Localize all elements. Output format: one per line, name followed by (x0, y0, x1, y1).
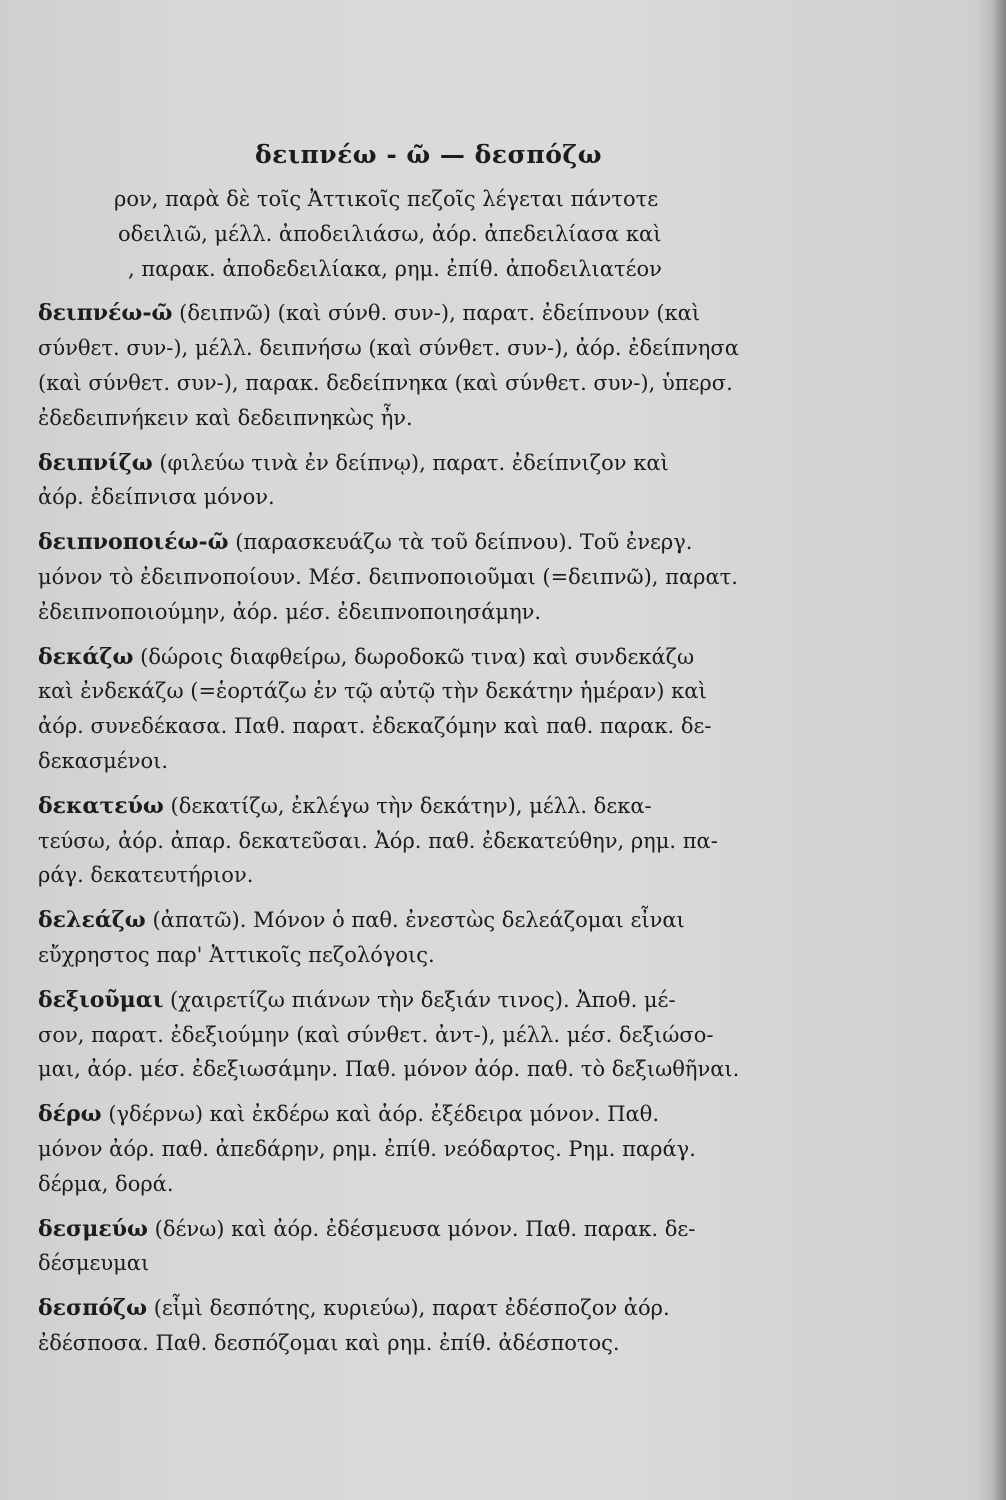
text-line (38, 1326, 778, 1361)
text-line (38, 1052, 778, 1087)
entry-line (38, 1097, 778, 1132)
running-header: δειπνέω - ῶ — δεσπόζω (255, 140, 602, 169)
text-line (38, 480, 778, 515)
line-text: ἐδειπνοποιούμην, ἀόρ. μέσ. ἐδειπνοποιησάμην. (38, 599, 542, 624)
line-text: (δένω) καὶ ἀόρ. ἐδέσμευσα μόνον. Παθ. παρακ. δε- (147, 1216, 696, 1241)
line-text: δέρμα, δορά. (38, 1171, 174, 1196)
entry-line (38, 525, 778, 560)
line-text: τεύσω, ἀόρ. ἀπαρ. δεκατεῦσαι. Ἀόρ. παθ. ἐδεκατεύθην, ρημ. πα- (38, 828, 718, 853)
headword: δεκάζω (38, 643, 134, 670)
text-line (38, 674, 778, 709)
line-text: ρον, παρὰ δὲ τοῖς Ἀττικοῖς πεζοῖς λέγεται πάντοτε (114, 187, 659, 211)
line-text: μόνον ἀόρ. παθ. ἀπεδάρην, ρημ. ἐπίθ. νεόδαρτος. Ρημ. παράγ. (38, 1136, 696, 1161)
dictionary-text (38, 182, 778, 1361)
line-text: (καὶ σύνθετ. συν-), παρακ. δεδείπνηκα (καὶ σύνθετ. συν-), ὑπερσ. (38, 370, 733, 395)
line-text: μόνον τὸ ἐδειπνοποίουν. Μέσ. δειπνοποιοῦμαι (=δειπνῶ), παρατ. (38, 564, 738, 589)
line-text: δέσμευμαι (38, 1251, 150, 1276)
text-line (38, 824, 778, 859)
headword: δέρω (38, 1101, 102, 1128)
entry-line (38, 446, 778, 481)
line-text: ἐδεδειπνήκειν καὶ δεδειπνηκὼς ἦν. (38, 405, 413, 430)
text-line (38, 709, 778, 744)
page-edge-shadow (992, 0, 1006, 1500)
line-text: (ἀπατῶ). Μόνον ὁ παθ. ἐνεστὼς δελεάζομαι εἶναι (145, 908, 685, 933)
text-line (38, 252, 778, 287)
text-line (38, 366, 778, 401)
line-text: ἀόρ. ἐδείπνισα μόνον. (38, 485, 275, 510)
line-text: (χαιρετίζω πιάνων τὴν δεξιάν τινος). Ἀποθ. μέ- (163, 987, 676, 1012)
line-text: (δειπνῶ) (καὶ σύνθ. συν-), παρατ. ἐδείπνουν (καὶ (172, 301, 701, 326)
line-text: ἐδέσποσα. Παθ. δεσπόζομαι καὶ ρημ. ἐπίθ. ἀδέσποτος. (38, 1330, 620, 1355)
headword: δεσμεύω (38, 1215, 148, 1242)
line-text: ἀόρ. συνεδέκασα. Παθ. παρατ. ἐδεκαζόμην καὶ παθ. παρακ. δε- (38, 714, 712, 739)
text-line (38, 217, 778, 252)
headword: δεκατεύω (38, 792, 164, 819)
headword: δεξιοῦμαι (38, 986, 164, 1013)
line-text: (δώροις διαφθείρω, δωροδοκῶ τινα) καὶ συνδεκάζω (133, 644, 695, 669)
line-text: , παρακ. ἀποδεδειλίακα, ρημ. ἐπίθ. ἀποδειλιατέον (128, 256, 662, 281)
line-text: (παρασκευάζω τὰ τοῦ δείπνου). Τοῦ ἐνεργ. (228, 530, 693, 555)
line-text: εὔχρηστος παρ' Ἀττικοῖς πεζολόγοις. (38, 942, 435, 967)
line-text: οδειλιῶ, μέλλ. ἀποδειλιάσω, ἀόρ. ἀπεδειλίασα καὶ (118, 221, 662, 246)
text-line (38, 1132, 778, 1167)
line-text: (εἶμὶ δεσπότης, κυριεύω), παρατ ἐδέσποζον ἀόρ. (147, 1296, 670, 1321)
text-line (38, 401, 778, 436)
line-text: μαι, ἀόρ. μέσ. ἐδεξιωσάμην. Παθ. μόνον ἀόρ. παθ. τὸ δεξιωθῆναι. (38, 1057, 740, 1082)
line-text: (φιλεύω τινὰ ἐν δείπνῳ), παρατ. ἐδείπνιζον καὶ (152, 450, 669, 475)
entry-line (38, 1212, 778, 1247)
text-line (38, 595, 778, 630)
entry-line (38, 296, 778, 331)
line-text: ράγ. δεκατευτήριον. (38, 863, 254, 888)
text-line (38, 1018, 778, 1053)
text-line (38, 331, 778, 366)
headword: δειπνίζω (38, 449, 153, 476)
headword: δεσπόζω (38, 1295, 148, 1322)
headword: δειπνέω-ῶ (38, 300, 173, 327)
line-text: (γδέρνω) καὶ ἐκδέρω καὶ ἀόρ. ἐξέδειρα μόνον. Παθ. (101, 1102, 660, 1127)
text-line (38, 182, 778, 217)
line-text: σύνθετ. συν-), μέλλ. δειπνήσω (καὶ σύνθετ. συν-), ἀόρ. ἐδείπνησα (38, 336, 739, 361)
line-text: καὶ ἐνδεκάζω (=ἑορτάζω ἐν τῷ αὐτῷ τὴν δεκάτην ἡμέραν) καὶ (38, 679, 707, 704)
headword: δειπνοποιέω-ῶ (38, 529, 229, 556)
entry-line (38, 903, 778, 938)
entry-line (38, 983, 778, 1018)
text-line (38, 938, 778, 973)
line-text: (δεκατίζω, ἐκλέγω τὴν δεκάτην), μέλλ. δεκα- (163, 793, 652, 818)
entry-line (38, 1291, 778, 1326)
entry-line (38, 640, 778, 675)
text-line (38, 1167, 778, 1202)
line-text: σον, παρατ. ἐδεξιούμην (καὶ σύνθετ. ἀντ-), μέλλ. μέσ. δεξιώσο- (38, 1022, 714, 1047)
headword: δελεάζω (38, 907, 146, 934)
entry-line (38, 789, 778, 824)
line-text: δεκασμένοι. (38, 748, 169, 773)
text-line (38, 744, 778, 779)
text-line (38, 560, 778, 595)
text-line (38, 1246, 778, 1281)
text-line (38, 858, 778, 893)
